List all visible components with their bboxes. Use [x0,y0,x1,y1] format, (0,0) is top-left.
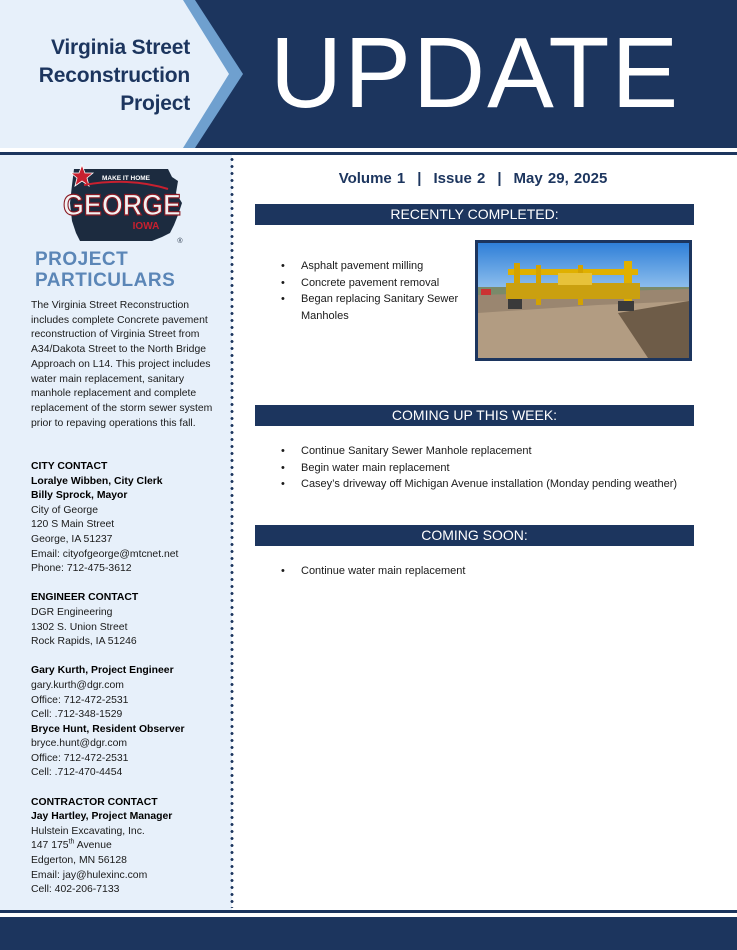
engineer-contact-heading: ENGINEER CONTACT [31,592,139,604]
update-heading: UPDATE [270,17,681,129]
engineer-contact-line: 1302 S. Union Street [31,621,128,633]
recently-completed-list [279,258,469,325]
project-title-line-1: Virginia Street [51,36,190,59]
footer-rule [0,910,737,913]
issue-date: May 29, 2025 [513,170,608,187]
engineer-person-name: Bryce Hunt, Resident Observer [31,723,185,735]
engineer-person-office: Office: 712-472-2531 [31,694,129,706]
city-contact-line: City of George [31,504,98,516]
contractor-company: Hulstein Excavating, Inc. [31,825,145,837]
dotted-divider [230,156,234,908]
contractor-email: Email: jay@hulexinc.com [31,869,148,881]
logo-registered-mark: ® [177,238,183,245]
contractor-cell: Cell: 402-206-7133 [31,884,120,896]
contractor-street-suffix: th [68,838,75,846]
city-contact-heading: CITY CONTACT [31,461,108,472]
issue-label: Issue 2 [433,170,486,187]
recently-completed-heading: RECENTLY COMPLETED: [255,204,694,225]
contractor-contact-heading: CONTRACTOR CONTACT [31,796,158,808]
coming-up-this-week-heading: COMING UP THIS WEEK: [255,405,694,426]
contractor-street-number: 147 175 [31,840,69,852]
issue-info [248,170,698,187]
project-particulars-heading [35,249,175,291]
project-title [10,34,190,118]
engineer-person-cell: Cell: .712-348-1529 [31,709,123,721]
engineer-person-email: gary.kurth@dgr.com [31,679,124,691]
coming-soon-heading: COMING SOON: [255,525,694,546]
engineer-contact-line: DGR Engineering [31,606,113,618]
pp-heading-line-2: PARTICULARS [35,270,176,291]
coming-soon-list [279,563,689,580]
list-item: • Began replacing Sanitary Sewer Manholes [279,291,469,324]
engineer-person-name: Gary Kurth, Project Engineer [31,665,174,677]
engineer-person-office: Office: 712-472-2531 [31,752,129,764]
list-item: • Asphalt pavement milling [279,258,469,275]
city-contact-name: Loralye Wibben, City Clerk [31,475,163,487]
volume-label: Volume 1 [338,170,406,187]
city-contact-line: George, IA 51237 [31,533,113,545]
footer-band [0,917,737,950]
separator: | [417,170,422,187]
city-contact-name: Billy Sprock, Mayor [31,490,128,502]
coming-up-this-week-list [279,443,689,493]
contractor-contact-name: Jay Hartley, Project Manager [31,811,173,823]
contractor-street-rest: Avenue [74,840,112,852]
project-title-line-3: Project [120,92,190,115]
city-contact-line: 120 S Main Street [31,519,115,531]
engineer-contact-line: Rock Rapids, IA 51246 [31,636,137,648]
engineer-person-email: bryce.hunt@dgr.com [31,738,128,750]
logo-state: IOWA [132,221,160,232]
list-item: • Continue Sanitary Sewer Manhole replacement [279,443,689,460]
city-of-george-logo [60,163,188,247]
city-contact-phone: Phone: 712-475-3612 [31,563,132,575]
project-title-line-2: Reconstruction [38,64,190,87]
city-contact-email: Email: cityofgeorge@mtcnet.net [31,548,179,560]
list-item: • Begin water main replacement [279,460,689,477]
list-item: • Concrete pavement removal [279,275,469,292]
contractor-line: Edgerton, MN 56128 [31,855,127,867]
paving-machine-photo [475,240,692,361]
list-item: • Continue water main replacement [279,563,689,580]
logo-name: GEORGE [63,189,181,222]
contacts-block [31,460,227,898]
logo-tagline: MAKE IT HOME [101,175,151,182]
engineer-person-cell: Cell: .712-470-4454 [31,767,123,779]
contractor-street [31,839,227,854]
list-item: • Casey’s driveway off Michigan Avenue installation (Monday pending weather) [279,476,689,493]
header-banner [0,0,737,148]
paving-machine-image [478,243,689,358]
project-description: The Virginia Street Reconstruction includes complete Concrete pavement reconstruction of Virginia Street from A34/Dakota Street to the North Bridge Approach on L14. This project includes water main replacement, sanitary manhole replacement and complete replacement of the storm sewer system prior to repaving operations this fall. [31,300,213,429]
pp-heading-line-1: PROJECT [35,249,129,270]
separator: | [497,170,502,187]
